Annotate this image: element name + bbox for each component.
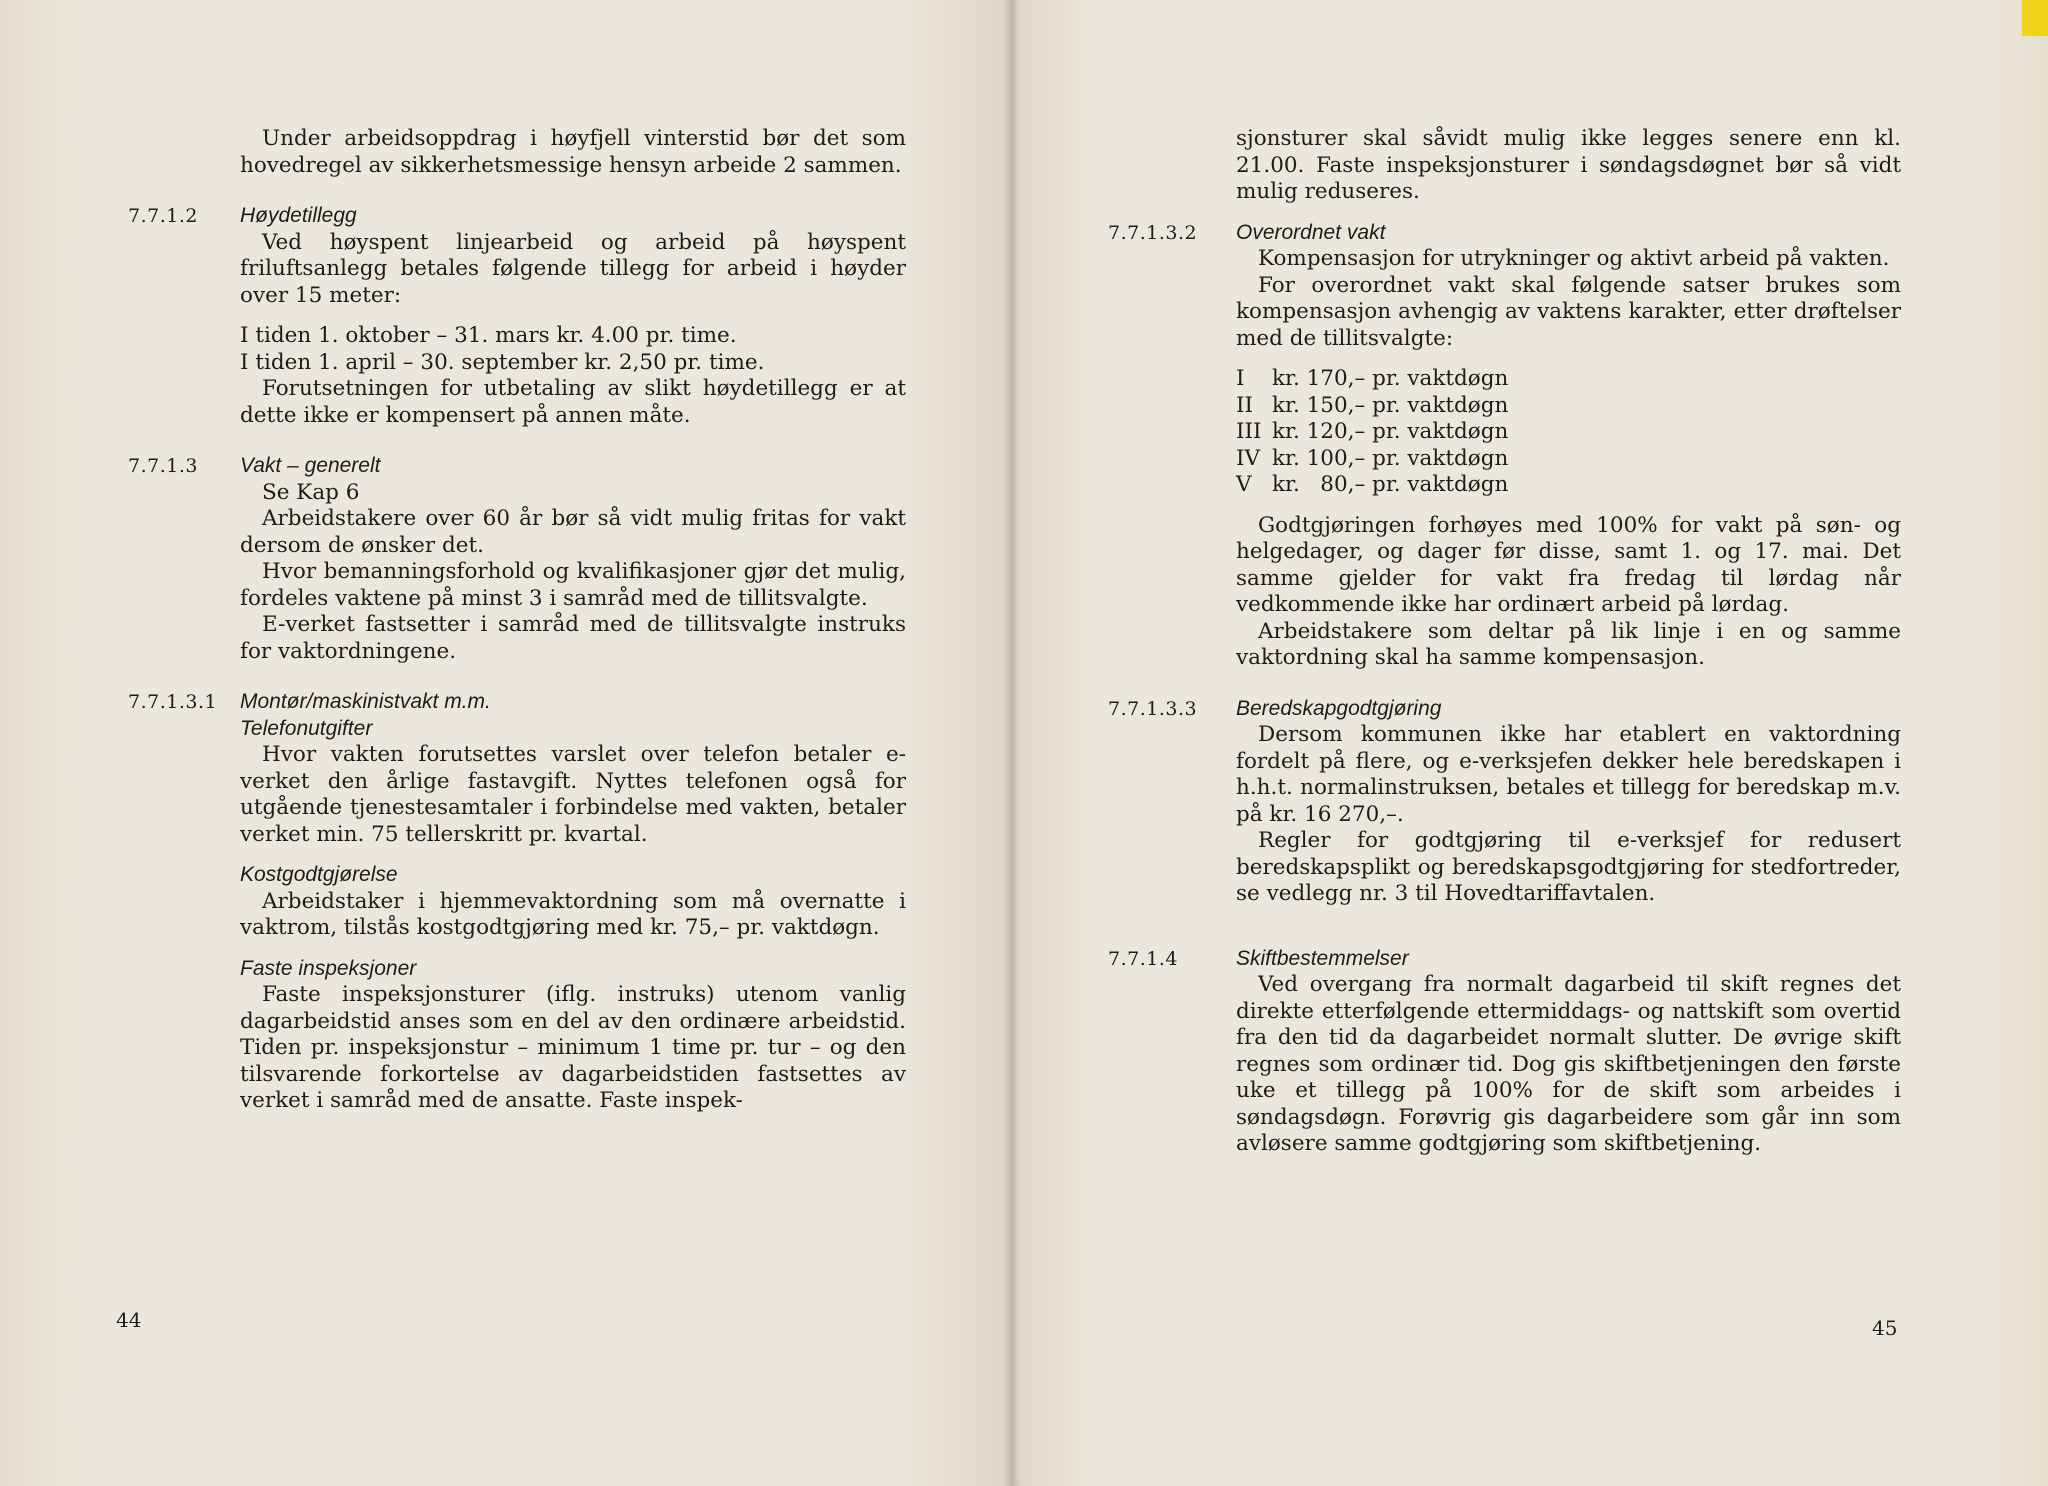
left-page-body [128,126,906,1115]
rate-class: I [1236,366,1245,391]
left-page [0,0,1012,1486]
section-number: 7.7.1.3.1 [128,691,218,713]
section-number: 7.7.1.3 [128,455,198,477]
paragraph: Ved overgang fra normalt dagarbeid til skift regnes det direkte etterfølgende ettermiddags- og nattskift som overtid fra den tid da dagarbeidet normalt slutter. De øvrige skift regnes som ordinær tid. Dog gis skiftbetjeningen den første uke et tillegg på 100% for de skift som arbeides i søndagsdøgn. Forøvrig gis dagarbeidere som går inn som avløsere samme godtgjøring som skiftbetjening. [1236,972,1901,1156]
paragraph: Dersom kommunen ikke har etablert en vaktordning fordelt på flere, og e-verksjefen dekker hele beredskapen i h.h.t. normalinstruksen, betales et tillegg for beredskap m.v. på kr. 16 270,–. [1236,722,1901,827]
section-7-7-1-3-3 [1108,696,1901,908]
rate-amount: kr. 170,– pr. vaktdøgn [1272,366,1509,391]
rate-row [1236,419,1901,446]
rate-class: V [1236,472,1252,497]
paragraph: Regler for godtgjøring til e-verksjef for redusert beredskapsplikt og beredskapsgodtgjøring for stedfortreder, se vedlegg nr. 3 til Hovedtariffavtalen. [1236,828,1901,906]
paragraph: Faste inspeksjonsturer (iflg. instruks) utenom vanlig dagarbeidstid anses som en del av den ordinære arbeidstid. Tiden pr. inspeksjonstur – minimum 1 time pr. tur – og den tilsvarende forkortelse av dagarbeidstiden fastsettes av verket i samråd med de ansatte. Faste inspek- [240,982,906,1113]
section-title: Skiftbestemmelser [1236,946,1409,970]
rate-amount: kr. 120,– pr. vaktdøgn [1272,419,1509,444]
rate-amount: kr. 80,– pr. vaktdøgn [1272,472,1509,497]
intro-paragraph-left [128,126,906,179]
rate-amount: kr. 150,– pr. vaktdøgn [1272,392,1509,418]
paragraph: Se Kap 6 [262,479,360,505]
rate-class: III [1236,419,1262,444]
section-title: Montør/maskinistvakt m.m. [240,690,491,713]
intro-paragraph-right [1108,126,1901,206]
page-tab-marker [2022,0,2048,36]
intro-text: Under arbeidsoppdrag i høyfjell vinterstid bør det som hovedregel av sikkerhetsmessige hensyn arbeide 2 sammen. [240,126,906,178]
paragraph: Arbeidstakere over 60 år bør så vidt mulig fritas for vakt dersom de ønsker det. [240,506,906,558]
rate-line: I tiden 1. oktober – 31. mars kr. 4.00 pr. time. [240,323,737,348]
section-7-7-1-2 [128,203,906,429]
section-title: Vakt – generelt [240,454,381,477]
section-number: 7.7.1.2 [128,205,198,227]
section-title: Overordnet vakt [1236,220,1386,244]
paragraph: Kompensasjon for utrykninger og aktivt arbeid på vakten. [1258,246,1890,271]
section-number: 7.7.1.4 [1108,947,1178,970]
page-number: 44 [116,1308,142,1332]
rate-class: IV [1236,445,1261,471]
rate-amount: kr. 100,– pr. vaktdøgn [1272,445,1509,471]
book-gutter [1004,0,1020,1486]
rate-row [1236,472,1901,499]
paragraph: Godtgjøringen forhøyes med 100% for vakt på søn- og helgedager, og dager før disse, samt 1. og 17. mai. Det samme gjelder for vakt fra fredag til lørdag når vedkommende ikke har ordinært arbeid på lørdag. [1236,512,1901,617]
subsection-title: Kostgodtgjørelse [240,863,398,886]
rate-row [1236,446,1901,473]
paragraph: Forutsetningen for utbetaling av slikt høydetillegg er at dette ikke er kompensert på annen måte. [240,376,906,428]
page-number: 45 [1872,1316,1898,1340]
paragraph: For overordnet vakt skal følgende satser brukes som kompensasjon avhengig av vaktens karakter, etter drøftelser med de tillitsvalgte: [1236,272,1901,351]
section-7-7-1-4 [1108,946,1901,1158]
rate-row [1236,393,1901,420]
paragraph: Arbeidstakere som deltar på lik linje i en og samme vaktordning skal ha samme kompensasjon. [1236,618,1901,670]
paragraph: E-verket fastsetter i samråd med de tillitsvalgte instruks for vaktordningene. [240,612,906,664]
section-7-7-1-3 [128,453,906,665]
section-7-7-1-3-2 [1108,220,1901,672]
rate-row [1236,366,1901,393]
right-page-body [1108,126,1901,1158]
subsection-title: Faste inspeksjoner [240,956,417,980]
section-7-7-1-3-1 [128,689,906,1115]
rates-list [1236,366,1901,499]
rate-class: II [1236,392,1253,418]
section-number: 7.7.1.3.2 [1108,221,1198,244]
paragraph: Hvor vakten forutsettes varslet over telefon betaler e-verket den årlige fastavgift. Nyttes telefonen også for utgående tjenestesamtaler i forbindelse med vakten, betaler verket min. 75 tellerskritt pr. kvartal. [240,742,906,847]
subsection-title: Telefonutgifter [240,716,373,740]
paragraph: Ved høyspent linjearbeid og arbeid på høyspent friluftsanlegg betales følgende tillegg for arbeid i høyder over 15 meter: [240,229,906,308]
section-title: Beredskapgodtgjøring [1236,696,1442,720]
rate-line: I tiden 1. april – 30. september kr. 2,50 pr. time. [240,349,765,375]
section-title: Høydetillegg [240,204,357,227]
intro-text: sjonsturer skal såvidt mulig ikke legges senere enn kl. 21.00. Faste inspeksjonsturer i søndagsdøgnet bør så vidt mulig reduseres. [1236,126,1901,204]
paragraph: Hvor bemanningsforhold og kvalifikasjoner gjør det mulig, fordeles vaktene på minst 3 i samråd med de tillitsvalgte. [240,559,906,611]
section-number: 7.7.1.3.3 [1108,697,1198,720]
paragraph: Arbeidstaker i hjemmevaktordning som må overnatte i vaktrom, tilstås kostgodtgjøring med kr. 75,– pr. vaktdøgn. [240,888,906,940]
